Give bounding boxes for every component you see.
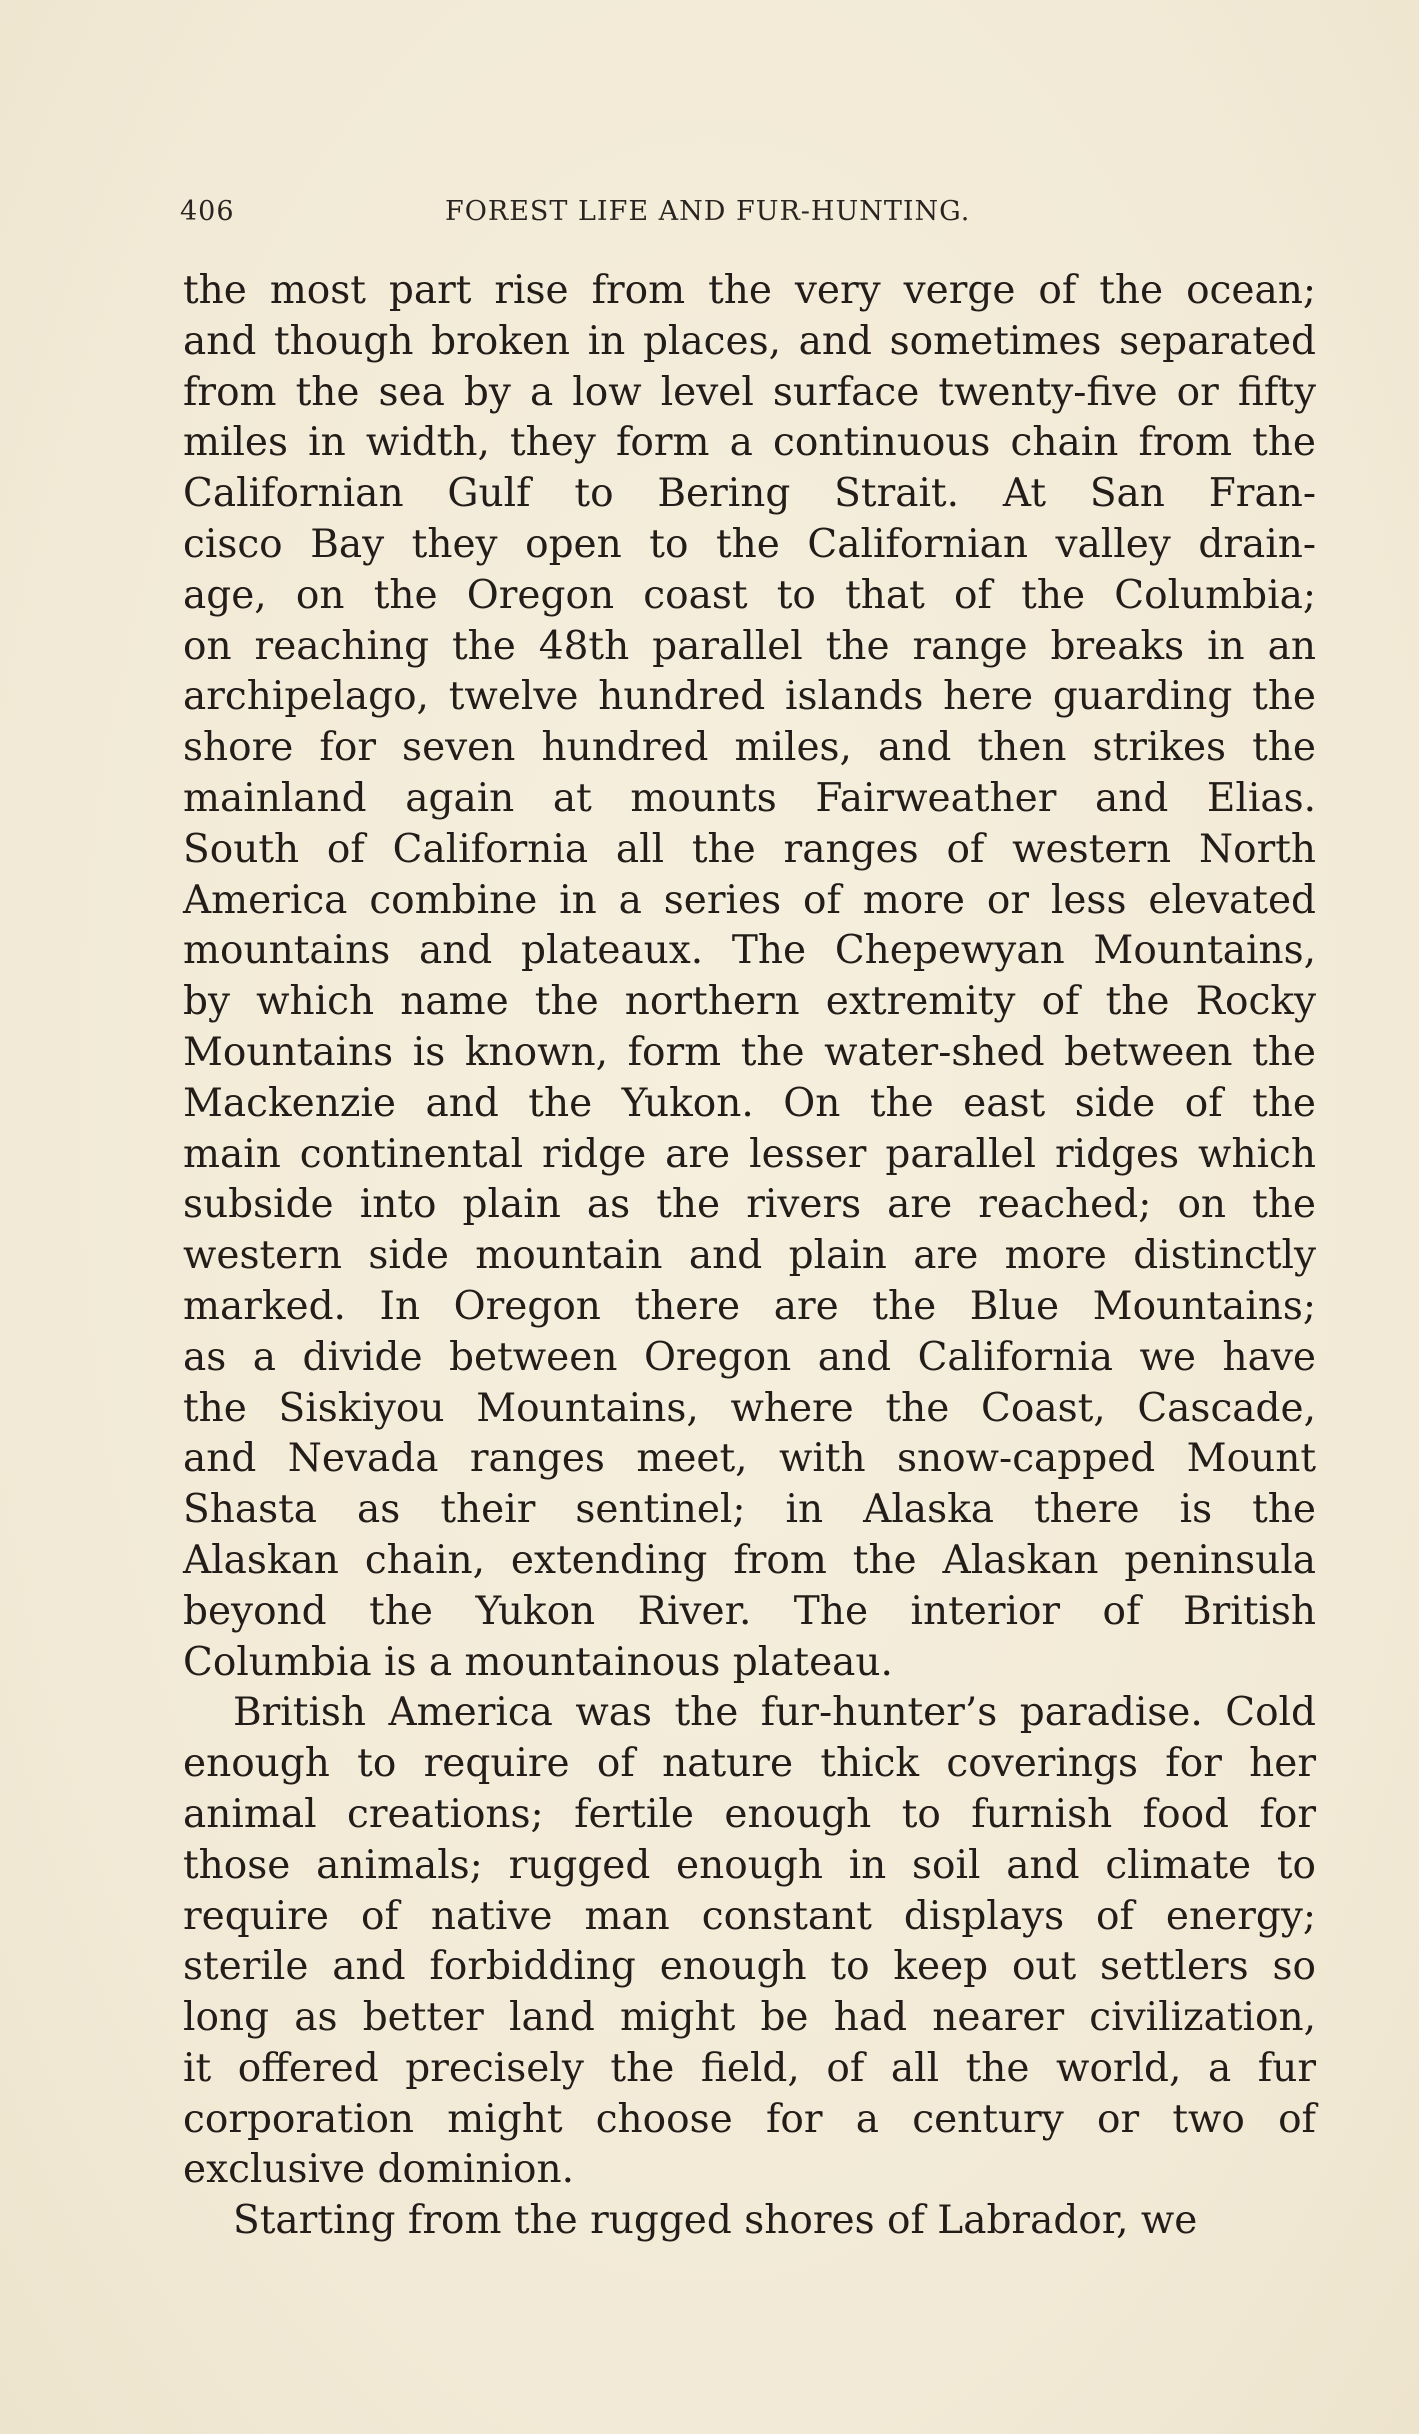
text-line: corporation might choose for a century or two of (183, 2096, 1316, 2142)
text-line: enough to require of nature thick coverings for her (183, 1741, 1316, 1787)
text-line: main continental ridge are lesser parallel ridges which (183, 1131, 1316, 1177)
text-line: British America was the fur-hunter’s paradise. Cold (233, 1690, 1316, 1736)
text-line: on reaching the 48th parallel the range breaks in an (183, 623, 1316, 669)
text-line: America combine in a series of more or less elevated (183, 877, 1316, 923)
text-line: beyond the Yukon River. The interior of British (183, 1588, 1316, 1634)
text-line: animal creations; fertile enough to furnish food for (183, 1791, 1316, 1837)
text-line: long as better land might be had nearer civilization, (183, 1995, 1316, 2041)
text-line: Alaskan chain, extending from the Alaskan peninsula (183, 1537, 1316, 1583)
text-line: sterile and forbidding enough to keep out settlers so (183, 1944, 1316, 1990)
running-header (180, 196, 1330, 236)
text-line: by which name the northern extremity of the Rocky (183, 979, 1316, 1025)
text-line: archipelago, twelve hundred islands here guarding the (183, 674, 1316, 720)
text-line: the most part rise from the very verge of the ocean; (183, 268, 1316, 313)
text-line: as a divide between Oregon and California we have (183, 1334, 1316, 1380)
running-title: FOREST LIFE AND FUR-HUNTING. (445, 196, 971, 227)
text-line: western side mountain and plain are more distinctly (183, 1233, 1316, 1279)
text-line: and though broken in places, and sometimes separated (183, 318, 1316, 364)
text-line: Mountains is known, form the water-shed between the (183, 1029, 1316, 1075)
text-line: it offered precisely the field, of all the world, a fur (183, 2045, 1316, 2091)
text-line: shore for seven hundred miles, and then strikes the (183, 725, 1316, 771)
text-line: exclusive dominion. (183, 2147, 574, 2193)
text-line: mainland again at mounts Fairweather and Elias. (183, 775, 1316, 821)
text-line: from the sea by a low level surface twenty-five or fifty (183, 369, 1316, 415)
text-line: mountains and plateaux. The Chepewyan Mountains, (183, 928, 1316, 974)
text-line: Shasta as their sentinel; in Alaska there is the (183, 1487, 1316, 1533)
text-line: miles in width, they form a continuous chain from the (183, 420, 1316, 466)
text-line: those animals; rugged enough in soil and climate to (183, 1842, 1316, 1888)
text-line: marked. In Oregon there are the Blue Mountains; (183, 1283, 1316, 1329)
text-line: require of native man constant displays of energy; (183, 1893, 1316, 1939)
text-line: and Nevada ranges meet, with snow-capped Mount (183, 1436, 1316, 1482)
text-line: Columbia is a mountainous plateau. (183, 1639, 893, 1685)
page-number: 406 (180, 196, 235, 227)
text-line: Starting from the rugged shores of Labrador, we (233, 2198, 1198, 2244)
text-line: subside into plain as the rivers are reached; on the (183, 1182, 1316, 1228)
text-line: cisco Bay they open to the Californian valley drain- (183, 521, 1316, 567)
text-line: South of California all the ranges of western North (183, 826, 1316, 872)
text-line: age, on the Oregon coast to that of the Columbia; (183, 572, 1316, 618)
text-line: Californian Gulf to Bering Strait. At San Fran- (183, 471, 1316, 517)
body-text (183, 266, 1316, 2247)
text-line: the Siskiyou Mountains, where the Coast, Cascade, (183, 1385, 1316, 1431)
text-line: Mackenzie and the Yukon. On the east side of the (183, 1080, 1316, 1126)
